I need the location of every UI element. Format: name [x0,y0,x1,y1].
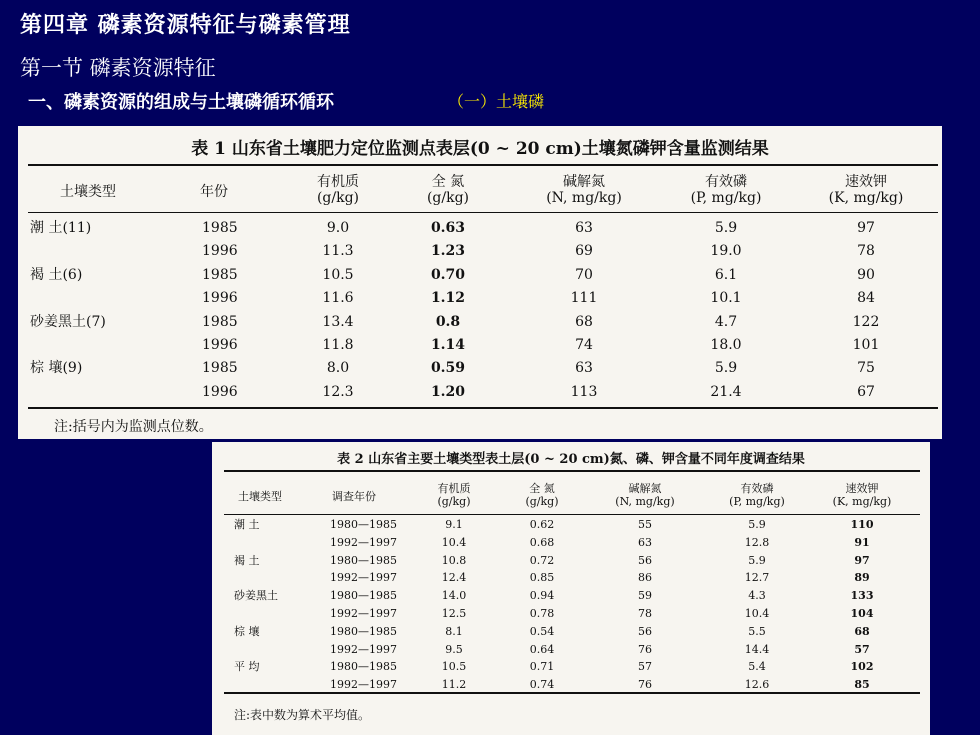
table-cell-tn: 0.74 [529,678,555,692]
header-line2: (g/kg) [426,190,470,206]
table-cell-an: 111 [570,290,598,307]
table-cell-ak: 104 [850,607,874,620]
table-cell-ap: 10.1 [710,290,742,307]
table-cell-om: 8.1 [445,624,463,638]
table-cell-year: 1992—1997 [330,607,397,620]
table-cell-ak: 97 [857,220,875,236]
table-cell-tn: 0.94 [529,589,555,603]
table-cell-om: 12.4 [441,571,467,585]
table-cell-ap: 10.4 [744,607,770,620]
table1-note: 注:括号内为监测点位数。 [54,419,213,435]
table-cell-year: 1985 [202,266,238,283]
table-cell-tn: 1.23 [430,243,466,260]
table-cell-ap: 18.0 [710,337,742,353]
header-cell [666,174,786,206]
table-cell-year: 1996 [202,337,238,353]
table-cell-ap: 5.9 [714,360,738,377]
table-cell-om: 11.8 [322,337,354,353]
header-cell [595,482,695,508]
table-cell-ap: 4.3 [748,589,766,603]
table-cell-ak: 91 [854,535,870,549]
header-line1: 土壤类型 [238,490,282,503]
table-cell-year: 1996 [202,243,238,260]
table-cell-soil: 平 均 [234,660,260,674]
table-cell-an: 74 [575,337,593,353]
table-cell-soil: 棕 壤 [234,624,260,638]
header-line1: 速效钾 [845,482,879,495]
header-cell [806,174,926,206]
table1-caption: 表 1 山东省土壤肥力定位监测点表层(0 ~ 20 cm)土壤氮磷钾含量监测结果 [191,139,769,159]
table2-header-rule [224,514,920,515]
table-cell-an: 86 [638,571,652,585]
header-cell [293,174,383,206]
table-cell-ap: 12.7 [744,571,770,585]
table-cell-om: 9.5 [445,642,463,656]
table-cell-tn: 0.59 [430,360,466,377]
table-cell-tn: 1.12 [430,290,466,307]
table-cell-an: 113 [570,383,598,400]
table-cell-ak: 84 [857,290,875,307]
header-cell [220,490,300,503]
table-cell-om: 11.2 [441,678,467,692]
table-cell-an: 63 [575,360,593,377]
table-cell-ap: 5.4 [748,660,766,674]
table-cell-ak: 89 [854,571,870,585]
table-cell-year: 1985 [202,313,238,330]
table-cell-om: 12.3 [322,383,354,400]
chapter-title: 第四章 磷素资源特征与磷素管理 [20,12,351,38]
table-cell-tn: 0.85 [529,571,555,585]
table-cell-year: 1985 [202,220,238,236]
table1-top-rule [28,164,938,166]
table-cell-tn: 0.71 [529,660,555,674]
header-line1: 碱解氮 [563,174,605,190]
table2-top-rule [224,470,920,472]
table-cell-an: 56 [638,553,652,567]
header-cell [419,482,489,508]
header-line1: 全 氮 [431,174,465,190]
table1-panel [18,126,942,439]
header-cell [507,482,577,508]
table-cell-an: 76 [638,642,652,656]
table-cell-om: 8.0 [326,360,350,377]
table-cell-tn: 1.14 [430,337,466,353]
table-cell-ap: 4.7 [714,313,738,330]
table-cell-tn: 0.62 [529,518,555,531]
table-cell-om: 12.5 [441,607,467,620]
table-cell-ak: 97 [854,553,870,567]
table-cell-ap: 5.9 [714,220,738,236]
header-line1: 有机质 [437,482,471,495]
header-cell [524,174,644,206]
table-cell-an: 76 [638,678,652,692]
header-cell [403,174,493,206]
header-cell [812,482,912,508]
header-cell [707,482,807,508]
table-cell-year: 1980—1985 [330,553,397,567]
header-cell [184,184,244,200]
header-line1: 速效钾 [845,174,887,190]
table-cell-ak: 101 [852,337,880,353]
header-cell [309,490,399,503]
table-cell-ak: 68 [854,624,870,638]
header-line1: 土壤类型 [60,184,116,200]
table-cell-year: 1980—1985 [330,589,397,603]
table-cell-ap: 12.6 [744,678,770,692]
table-cell-soil: 褐 土(6) [30,266,83,283]
table-cell-an: 69 [575,243,593,260]
table-cell-year: 1980—1985 [330,518,397,531]
table-cell-ak: 67 [857,383,875,400]
table-cell-an: 68 [575,313,593,330]
table-cell-year: 1992—1997 [330,678,397,692]
header-line2: (g/kg) [525,495,559,508]
table-cell-an: 56 [638,624,652,638]
header-line2: (P, mg/kg) [729,495,785,508]
table2-bottom-rule [224,692,920,694]
table-cell-om: 10.5 [441,660,467,674]
table-cell-soil: 砂姜黑土(7) [30,313,106,330]
table-cell-an: 59 [638,589,652,603]
table-cell-ak: 75 [857,360,875,377]
table-cell-year: 1980—1985 [330,660,397,674]
table-cell-ak: 133 [850,589,874,603]
header-line2: (N, mg/kg) [546,190,622,206]
table-cell-ak: 122 [852,313,880,330]
table-cell-soil: 砂姜黑土 [234,589,278,603]
header-line2: (P, mg/kg) [690,190,762,206]
header-line1: 有效磷 [705,174,747,190]
table-cell-an: 70 [575,266,593,283]
table-cell-ap: 5.9 [748,553,766,567]
table-cell-soil: 褐 土 [234,553,260,567]
header-cell [28,184,148,200]
header-line2: (N, mg/kg) [615,495,675,508]
table-cell-ak: 110 [850,518,874,531]
table-cell-ap: 19.0 [710,243,742,260]
table2-panel [212,442,930,735]
table-cell-year: 1992—1997 [330,642,397,656]
table-cell-ap: 12.8 [744,535,770,549]
table-cell-ap: 14.4 [744,642,770,656]
header-line1: 有效磷 [740,482,774,495]
table-cell-an: 57 [638,660,652,674]
table-cell-ap: 5.9 [748,518,766,531]
table-cell-ak: 102 [850,660,874,674]
table-cell-om: 10.4 [441,535,467,549]
table-cell-om: 9.0 [326,220,350,236]
table-cell-om: 11.3 [322,243,354,260]
header-line2: (g/kg) [316,190,360,206]
table-cell-om: 14.0 [441,589,467,603]
table-cell-om: 10.5 [322,266,354,283]
table-cell-year: 1992—1997 [330,571,397,585]
table-cell-ak: 90 [857,266,875,283]
table-cell-tn: 0.8 [435,313,461,330]
table-cell-om: 11.6 [322,290,354,307]
section-title: 第一节 磷素资源特征 [20,56,216,80]
header-line1: 年份 [200,184,228,200]
table-cell-ak: 78 [857,243,875,260]
table-cell-an: 63 [638,535,652,549]
table1-bottom-rule [28,407,938,409]
header-line1: 有机质 [317,174,359,190]
table-cell-tn: 0.78 [529,607,555,620]
header-line1: 碱解氮 [628,482,662,495]
table2-caption: 表 2 山东省主要土壤类型表土层(0 ~ 20 cm)氮、磷、钾含量不同年度调查结果 [337,452,805,467]
table-cell-om: 9.1 [445,518,463,531]
table-cell-om: 10.8 [441,553,467,567]
header-line1: 调查年份 [332,490,376,503]
table-cell-tn: 1.20 [430,383,466,400]
table-cell-soil: 棕 壤(9) [30,360,83,377]
table-cell-ak: 85 [854,678,870,692]
table-cell-tn: 0.72 [529,553,555,567]
table-cell-tn: 0.70 [430,266,466,283]
table-cell-an: 55 [638,518,652,531]
table-cell-tn: 0.64 [529,642,555,656]
table-cell-ap: 21.4 [710,383,742,400]
table-cell-year: 1996 [202,383,238,400]
subsection-title: 一、磷素资源的组成与土壤磷循环循环 [28,92,334,113]
table-cell-year: 1992—1997 [330,535,397,549]
table-cell-year: 1980—1985 [330,624,397,638]
subsection-sub-label: （一）土壤磷 [448,92,545,111]
table-cell-an: 63 [575,220,593,236]
table-cell-ap: 6.1 [714,266,738,283]
header-line1: 全 氮 [529,482,555,495]
table1-header-rule [28,212,938,213]
table-cell-ak: 57 [854,642,870,656]
table2-note: 注:表中数为算术平均值。 [234,708,371,722]
table-cell-soil: 潮 土 [234,518,260,531]
header-line2: (g/kg) [437,495,471,508]
header-line2: (K, mg/kg) [832,495,892,508]
table-cell-year: 1985 [202,360,238,377]
table-cell-tn: 0.54 [529,624,555,638]
table-cell-tn: 0.68 [529,535,555,549]
table-cell-ap: 5.5 [748,624,766,638]
table-cell-year: 1996 [202,290,238,307]
header-line2: (K, mg/kg) [828,190,904,206]
table-cell-tn: 0.63 [430,220,466,236]
table-cell-om: 13.4 [322,313,354,330]
table-cell-soil: 潮 土(11) [30,220,92,236]
table-cell-an: 78 [638,607,652,620]
